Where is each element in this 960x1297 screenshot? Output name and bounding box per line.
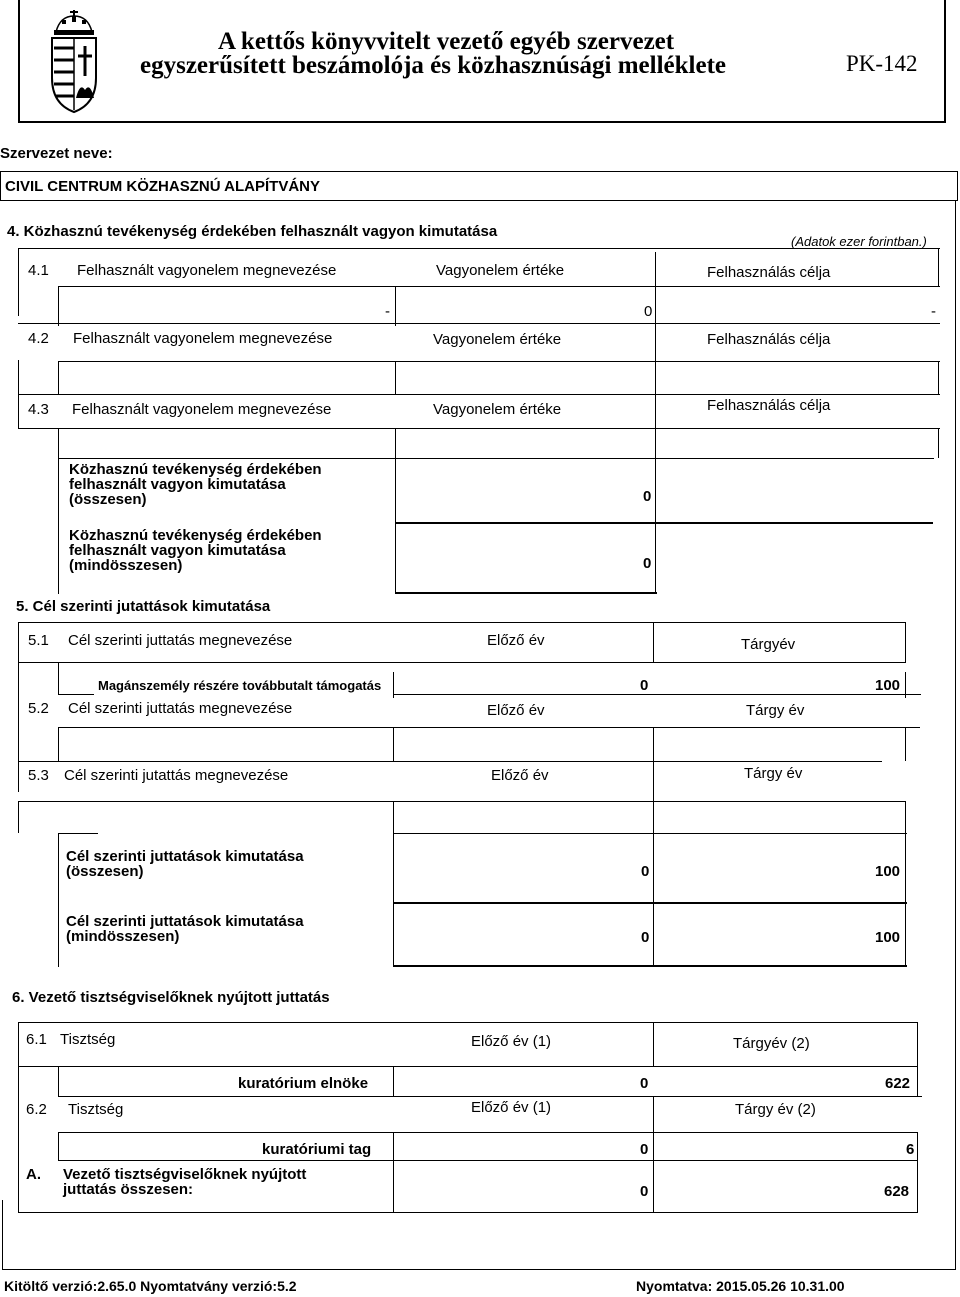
row-4-1-value-header: Vagyonelem értéke (436, 262, 565, 279)
section-5-title: 5. Cél szerinti jutattások kimutatása (16, 598, 271, 615)
form-code: PK-142 (846, 51, 918, 76)
row-6-1-name-header: Tisztség (60, 1031, 116, 1048)
org-label: Szervezet neve: (0, 145, 113, 162)
row-4-1-dash-purpose: - (931, 303, 936, 320)
sum-label: Vezető tisztségviselőknek nyújtott juttatás összesen: (63, 1166, 307, 1198)
row-4-2-purpose-header: Felhasználás célja (707, 331, 831, 348)
sec4-total-value: 0 (643, 488, 652, 505)
sum-number: A. (26, 1166, 41, 1183)
row-5-1-prev-header: Előző év (487, 632, 545, 649)
row-5-2-name-header: Cél szerinti juttatás megnevezése (68, 700, 293, 717)
sec5-grand-total-prev: 0 (641, 929, 650, 946)
form-title-line-1: A kettős könyvvitelt vezető egyéb szervezet (218, 28, 675, 55)
row-6-2-number: 6.2 (26, 1101, 47, 1118)
row-6-1-data-prev: 0 (640, 1075, 649, 1092)
coat-of-arms-emblem (42, 10, 106, 114)
sec5-total-curr: 100 (875, 863, 901, 880)
row-4-2-name-header: Felhasznált vagyonelem megnevezése (73, 330, 333, 347)
sec5-total-label: Cél szerinti juttatások kimutatása (összesen) (66, 848, 304, 880)
row-4-3-value-header: Vagyonelem értéke (433, 401, 562, 418)
row-5-2-number: 5.2 (28, 700, 49, 717)
sec5-grand-total-curr: 100 (875, 929, 901, 946)
row-4-2-number: 4.2 (28, 330, 49, 347)
sec4-grand-total-label: Közhasznú tevékenység érdekében felhasznált vagyon kimutatása (mindösszesen) (69, 527, 322, 574)
row-5-3-name-header: Cél szerinti jutattás megnevezése (64, 767, 289, 784)
row-6-2-data-prev: 0 (640, 1141, 649, 1158)
sec4-left-border (18, 248, 19, 316)
sum-curr: 628 (884, 1183, 910, 1200)
row-5-1-data-prev: 0 (640, 677, 649, 694)
sec4-grand-total-value: 0 (643, 555, 652, 572)
row-6-1-number: 6.1 (26, 1031, 47, 1048)
row-4-3-purpose-header: Felhasználás célja (707, 397, 831, 414)
row-6-2-data-name: kuratóriumi tag (262, 1141, 372, 1158)
sec5-grand-total-label: Cél szerinti juttatások kimutatása (mindösszesen) (66, 913, 304, 945)
row-6-1-data-curr: 622 (885, 1075, 911, 1092)
row-6-2-name-header: Tisztség (68, 1101, 124, 1118)
sum-prev: 0 (640, 1183, 649, 1200)
row-5-1-curr-header: Tárgyév (741, 636, 796, 653)
row-5-2-prev-header: Előző év (487, 702, 545, 719)
row-5-1-data-name: Magánszemély részére továbbutalt támogatás (98, 678, 382, 693)
unit-note: (Adatok ezer forintban.) (791, 234, 927, 249)
footer-version: Kitöltő verzió:2.65.0 Nyomtatvány verzió:5.2 (4, 1278, 297, 1294)
row-5-3-number: 5.3 (28, 767, 49, 784)
row-6-2-prev-header: Előző év (1) (471, 1099, 552, 1116)
row-6-1-curr-header: Tárgyév (2) (733, 1035, 810, 1052)
sec5-total-prev: 0 (641, 863, 650, 880)
sec4-total-label: Közhasznú tevékenység érdekében felhasznált vagyon kimutatása (összesen) (69, 461, 322, 508)
row-5-3-prev-header: Előző év (491, 767, 549, 784)
row-6-2-curr-header: Tárgy év (2) (735, 1101, 816, 1118)
form-title-line-2: egyszerűsített beszámolója és közhasznúsági melléklete (140, 52, 726, 79)
row-5-1-data-curr: 100 (875, 677, 901, 694)
row-6-2-data-curr: 6 (906, 1141, 915, 1158)
row-5-2-curr-header: Tárgy év (746, 702, 805, 719)
row-5-3-curr-header: Tárgy év (744, 765, 803, 782)
row-4-1-dash-name: - (385, 303, 390, 320)
row-4-3-name-header: Felhasznált vagyonelem megnevezése (72, 401, 332, 418)
row-4-3-number: 4.3 (28, 401, 49, 418)
footer-print-date: Nyomtatva: 2015.05.26 10.31.00 (636, 1278, 845, 1294)
row-4-2-value-header: Vagyonelem értéke (433, 331, 562, 348)
row-6-1-data-name: kuratórium elnöke (238, 1075, 369, 1092)
section-4-title: 4. Közhasznú tevékenység érdekében felhasznált vagyon kimutatása (7, 223, 498, 240)
row-4-1-number: 4.1 (28, 262, 49, 279)
section-6-title: 6. Vezető tisztségviselőknek nyújtott juttatás (12, 989, 330, 1006)
row-4-1-name-header: Felhasznált vagyonelem megnevezése (77, 262, 337, 279)
row-4-1-value: 0 (644, 303, 653, 320)
row-6-1-prev-header: Előző év (1) (471, 1033, 552, 1050)
org-name: CIVIL CENTRUM KÖZHASZNÚ ALAPÍTVÁNY (5, 178, 320, 195)
row-5-1-name-header: Cél szerinti juttatás megnevezése (68, 632, 293, 649)
row-4-1-purpose-header: Felhasználás célja (707, 264, 831, 281)
row-5-1-number: 5.1 (28, 632, 49, 649)
